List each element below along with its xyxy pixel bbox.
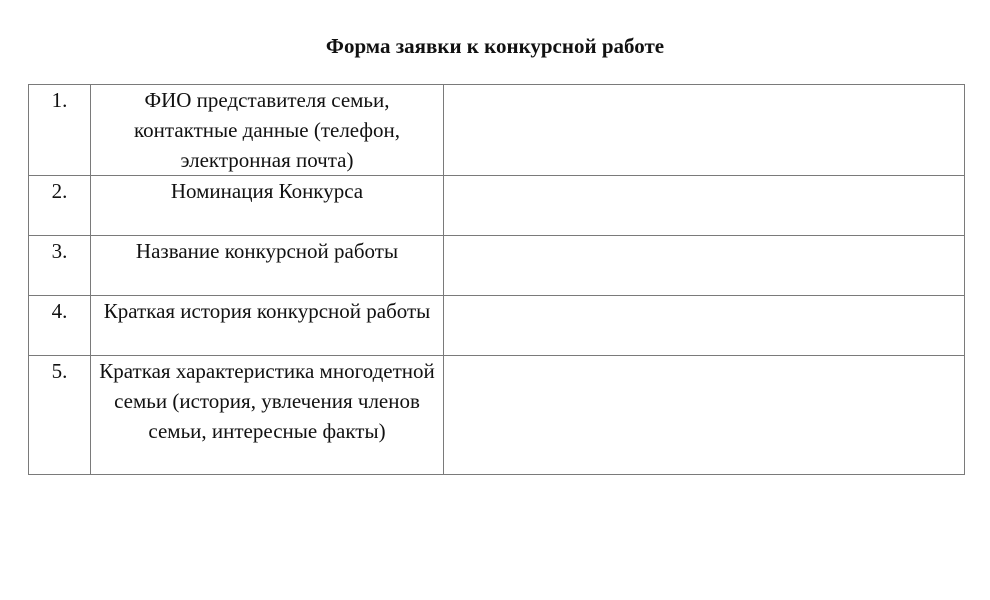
field-label-contact: ФИО представителя семьи, контактные данные (телефон, электронная почта) (134, 88, 400, 172)
table-row (29, 236, 965, 296)
row-number-cell (29, 296, 91, 356)
table-row (29, 176, 965, 236)
table-row (29, 85, 965, 176)
field-label-family-description: Краткая характеристика многодетной семьи (история, увлечения членов семьи, интересные факты) (99, 359, 435, 443)
application-form-table (28, 84, 965, 475)
field-label-work-history: Краткая история конкурсной работы (103, 299, 431, 323)
row-number: 5. (51, 359, 68, 383)
field-label-cell (91, 236, 444, 296)
row-number: 1. (51, 88, 68, 112)
field-label-nomination: Номинация Конкурса (170, 179, 364, 203)
table-row (29, 356, 965, 475)
row-number: 4. (51, 299, 68, 323)
table-row (29, 296, 965, 356)
field-label-cell (91, 296, 444, 356)
field-value-work-history[interactable] (444, 296, 965, 356)
field-value-work-title[interactable] (444, 236, 965, 296)
row-number: 2. (51, 179, 68, 203)
field-value-contact[interactable] (444, 85, 965, 176)
field-label-cell (91, 85, 444, 176)
row-number-cell (29, 236, 91, 296)
field-label-work-title: Название конкурсной работы (135, 239, 399, 263)
field-label-cell (91, 176, 444, 236)
row-number-cell (29, 176, 91, 236)
row-number-cell (29, 356, 91, 475)
field-value-nomination[interactable] (444, 176, 965, 236)
field-label-cell (91, 356, 444, 475)
page-title: Форма заявки к конкурсной работе (325, 34, 665, 58)
row-number-cell (29, 85, 91, 176)
field-value-family-description[interactable] (444, 356, 965, 475)
row-number: 3. (51, 239, 68, 263)
